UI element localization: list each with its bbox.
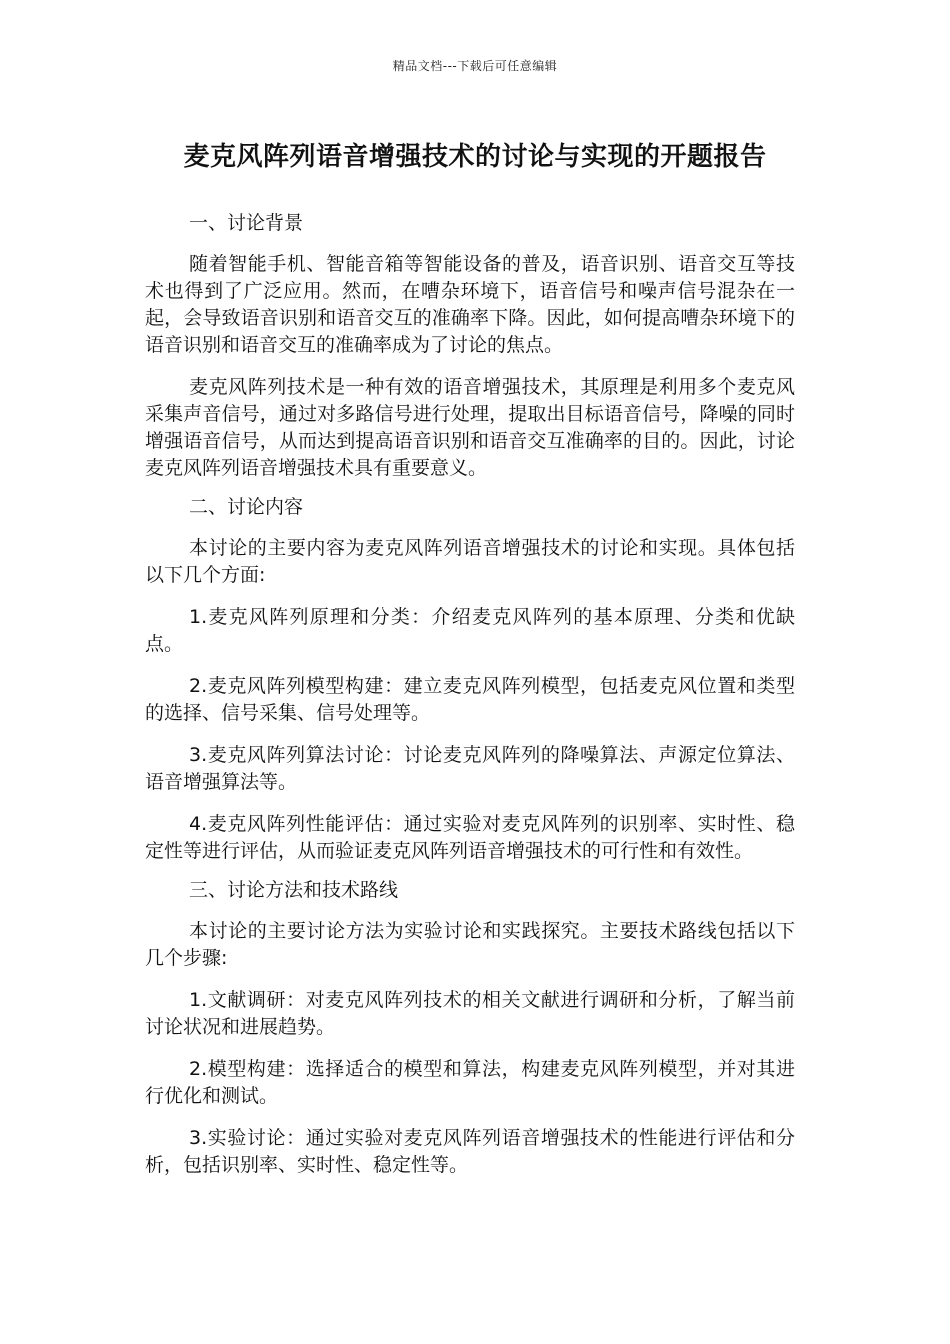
section-heading-methods: 三、讨论方法和技术路线 bbox=[189, 879, 399, 901]
paragraph-methods-step-1: 1.文献调研：对麦克风阵列技术的相关文献进行调研和分析，了解当前讨论状况和进展趋势。 bbox=[145, 989, 795, 1038]
document-title: 麦克风阵列语音增强技术的讨论与实现的开题报告 bbox=[183, 142, 767, 172]
paragraph-content-item-1: 1.麦克风阵列原理和分类：介绍麦克风阵列的基本原理、分类和优缺点。 bbox=[145, 606, 795, 655]
section-heading-content: 二、讨论内容 bbox=[189, 496, 304, 518]
paragraph-content-intro: 本讨论的主要内容为麦克风阵列语音增强技术的讨论和实现。具体包括以下几个方面: bbox=[145, 537, 795, 586]
paragraph-background-1: 随着智能手机、智能音箱等智能设备的普及，语音识别、语音交互等技术也得到了广泛应用。然而，在嘈杂环境下，语音信号和噪声信号混杂在一起，会导致语音识别和语音交互的准确率下降。因此，如何提高嘈杂环境下的语音识别和语音交互的准确率成为了讨论的焦点。 bbox=[145, 253, 795, 356]
paragraph-methods-intro: 本讨论的主要讨论方法为实验讨论和实践探究。主要技术路线包括以下几个步骤: bbox=[145, 920, 795, 969]
paragraph-content-item-4: 4.麦克风阵列性能评估：通过实验对麦克风阵列的识别率、实时性、稳定性等进行评估，从而验证麦克风阵列语音增强技术的可行性和有效性。 bbox=[145, 813, 795, 862]
header-note: 精品文档---下载后可任意编辑 bbox=[392, 59, 558, 73]
paragraph-content-item-3: 3.麦克风阵列算法讨论：讨论麦克风阵列的降噪算法、声源定位算法、语音增强算法等。 bbox=[145, 744, 795, 793]
paragraph-methods-step-3: 3.实验讨论：通过实验对麦克风阵列语音增强技术的性能进行评估和分析，包括识别率、实时性、稳定性等。 bbox=[145, 1127, 795, 1176]
paragraph-methods-step-2: 2.模型构建：选择适合的模型和算法，构建麦克风阵列模型，并对其进行优化和测试。 bbox=[145, 1058, 795, 1107]
document-body bbox=[145, 210, 795, 1194]
paragraph-background-2: 麦克风阵列技术是一种有效的语音增强技术，其原理是利用多个麦克风采集声音信号，通过对多路信号进行处理，提取出目标语音信号，降噪的同时增强语音信号，从而达到提高语音识别和语音交互准确率的目的。因此，讨论麦克风阵列语音增强技术具有重要意义。 bbox=[145, 376, 795, 479]
paragraph-content-item-2: 2.麦克风阵列模型构建：建立麦克风阵列模型，包括麦克风位置和类型的选择、信号采集、信号处理等。 bbox=[145, 675, 795, 724]
section-heading-background: 一、讨论背景 bbox=[189, 212, 304, 234]
